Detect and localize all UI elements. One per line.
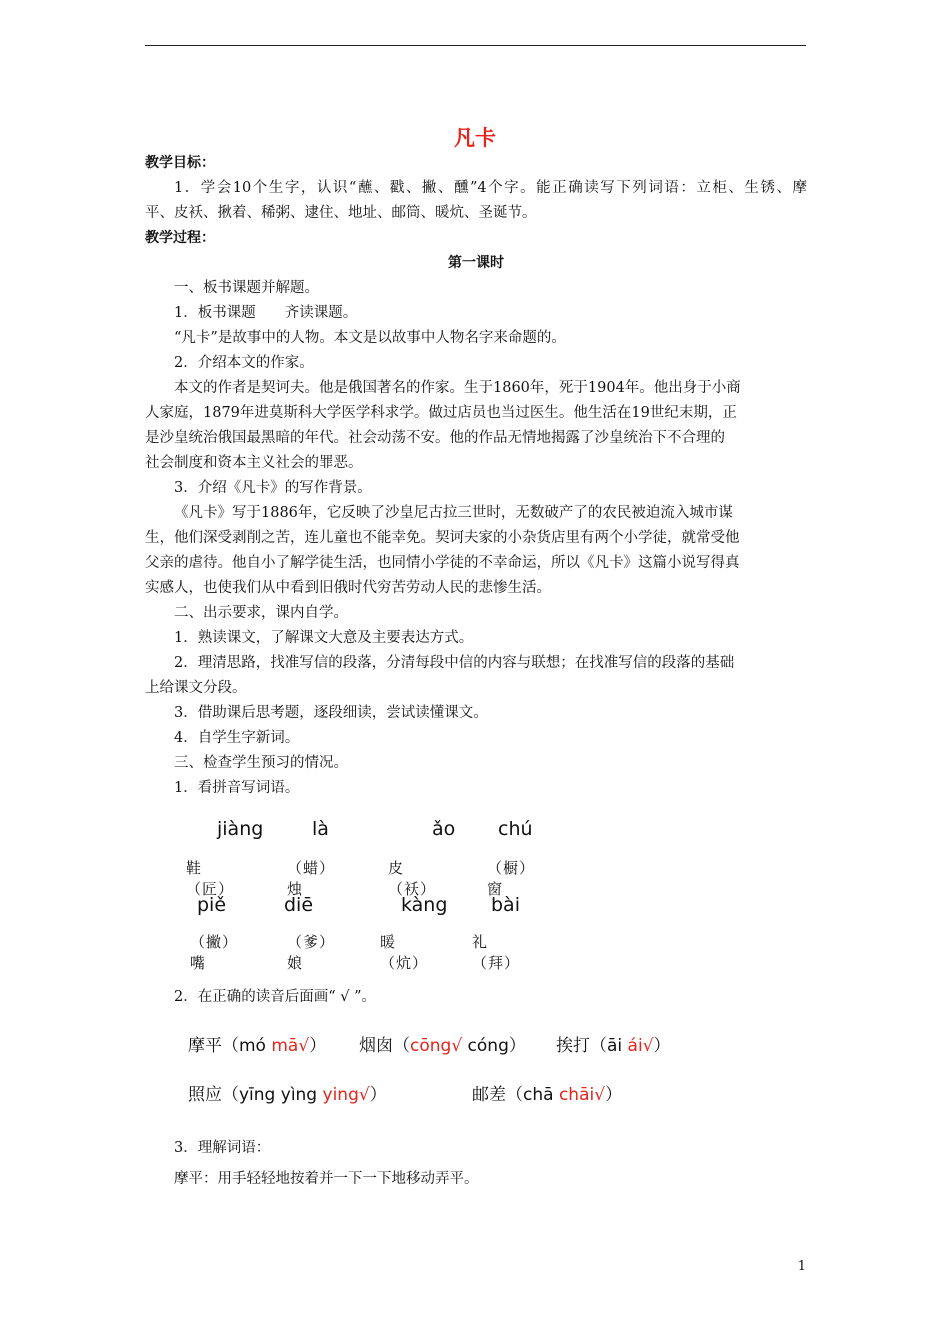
document-title: 凡卡	[454, 126, 496, 150]
hanzi-2-3: 暖（炕）	[380, 933, 429, 972]
select-word: 挨打（āi	[556, 1036, 628, 1056]
paragraph-line: 1．熟读课文，了解课文大意及主要表达方式。	[174, 630, 474, 646]
hanzi-1-2: （蜡）烛	[287, 859, 336, 898]
select-item-5	[472, 1080, 622, 1105]
pinyin-2-3: kàng	[401, 894, 448, 916]
goals-line-1: 1．学会10个生字，认识“蘸、戳、撇、醺”4个字。能正确读写下列词语：立柜、生锈、摩	[174, 180, 807, 196]
select-correct: mā√	[271, 1036, 310, 1056]
process-heading: 教学过程：	[145, 230, 215, 246]
pinyin-1-1: jiàng	[217, 818, 264, 840]
pinyin-2-4: bài	[491, 894, 520, 916]
hanzi-2-4: 礼（拜）	[472, 933, 521, 972]
select-word: 烟囱（	[359, 1036, 410, 1056]
document-body	[145, 151, 807, 801]
paragraph-line: 三、检查学生预习的情况。	[174, 755, 348, 771]
paragraph-line: 本文的作者是契诃夫。他是俄国著名的作家。生于1860年，死于1904年。他出身于小商	[174, 380, 741, 396]
select-item-1	[188, 1031, 326, 1056]
paragraph-line: 二、出示要求，课内自学。	[174, 605, 348, 621]
lesson-paragraphs	[145, 276, 807, 801]
pinyin-2-1: piě	[197, 894, 227, 916]
task-3	[145, 1136, 807, 1192]
select-tail: cóng）	[462, 1036, 526, 1056]
paragraph-line: 父亲的虐待。他自小了解学徒生活，也同情小学徒的不幸命运，所以《凡卡》这篇小说写得真	[145, 555, 740, 571]
paragraph-line: 3．介绍《凡卡》的写作背景。	[174, 480, 372, 496]
select-correct: cōng√	[410, 1036, 463, 1056]
select-item-4	[188, 1080, 387, 1105]
paragraph-line: 人家庭，1879年进莫斯科大学医学科求学。做过店员也当过医生。他生活在19世纪末期，正	[145, 405, 737, 421]
paragraph-line: 一、板书课题并解题。	[174, 280, 319, 296]
pinyin-1-3: ǎo	[432, 818, 456, 840]
paragraph-line: 生，他们深受剥削之苦，连儿童也不能幸免。契诃夫家的小杂货店里有两个小学徒，就常受他	[145, 530, 740, 546]
select-correct: ái√	[627, 1036, 654, 1056]
hanzi-1-4: （橱）窗	[487, 859, 536, 898]
definition-moping: 摩平：用手轻轻地按着并一下一下地移动弄平。	[174, 1171, 479, 1187]
pinyin-1-4: chú	[498, 818, 533, 840]
lesson-heading: 第一课时	[448, 255, 504, 271]
select-tail: ）	[653, 1036, 671, 1056]
select-word: 照应（yīng yìng	[188, 1085, 323, 1105]
select-item-3	[556, 1031, 671, 1056]
select-tail: ）	[369, 1085, 387, 1105]
hanzi-2-1: （撇）嘴	[190, 933, 239, 972]
task-2	[145, 985, 807, 1010]
task-2-text: 2．在正确的读音后面画“ √ ”。	[174, 989, 377, 1005]
paragraph-line: 2．理清思路，找准写信的段落，分清每段中信的内容与联想；在找准写信的段落的基础	[174, 655, 735, 671]
paragraph-line: 《凡卡》写于1886年，它反映了沙皇尼古拉三世时，无数破产了的农民被迫流入城市谋	[174, 505, 733, 521]
hanzi-1-3: 皮（袄）	[388, 859, 437, 898]
pinyin-2-2: diē	[284, 894, 314, 916]
goals-heading: 教学目标：	[145, 155, 215, 171]
paragraph-line: 2．介绍本文的作家。	[174, 355, 314, 371]
select-tail: ）	[309, 1036, 327, 1056]
paragraph-line: 上给课文分段。	[145, 680, 247, 696]
goals-line-2: 平、皮袄、揪着、稀粥、逮住、地址、邮筒、暖炕、圣诞节。	[145, 205, 537, 221]
paragraph-line: 1．板书课题 齐读课题。	[174, 305, 358, 321]
paragraph-line: 1．看拼音写词语。	[174, 780, 300, 796]
paragraph-line: 是沙皇统治俄国最黑暗的年代。社会动荡不安。他的作品无情地揭露了沙皇统治下不合理的	[145, 430, 725, 446]
hanzi-2-2: （爹）娘	[287, 933, 336, 972]
header-rule	[145, 45, 806, 46]
select-word: 摩平（mó	[188, 1036, 272, 1056]
pinyin-1-2: là	[312, 818, 329, 840]
paragraph-line: 社会制度和资本主义社会的罪恶。	[145, 455, 363, 471]
select-correct: chāi√	[558, 1085, 606, 1105]
paragraph-line: “凡卡”是故事中的人物。本文是以故事中人物名字来命题的。	[174, 330, 566, 346]
select-correct: ying√	[322, 1085, 370, 1105]
paragraph-line: 3．借助课后思考题，逐段细读，尝试读懂课文。	[174, 705, 488, 721]
hanzi-1-1: 鞋（匠）	[186, 859, 235, 898]
select-word: 邮差（chā	[472, 1085, 559, 1105]
select-item-2	[359, 1031, 526, 1056]
page-number: 1	[797, 1259, 806, 1274]
select-tail: ）	[605, 1085, 623, 1105]
paragraph-line: 实感人，也使我们从中看到旧俄时代穷苦劳动人民的悲惨生活。	[145, 580, 551, 596]
task-3-text: 3．理解词语：	[174, 1140, 271, 1156]
paragraph-line: 4．自学生字新词。	[174, 730, 300, 746]
